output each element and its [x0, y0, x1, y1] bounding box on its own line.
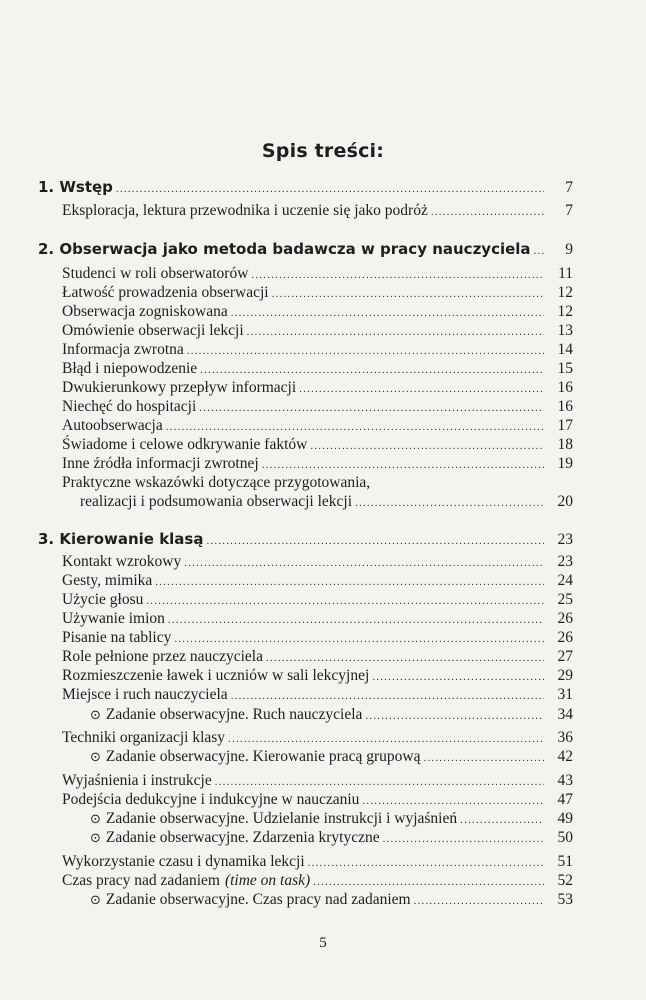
target-bullet-icon: ⊙: [90, 812, 101, 827]
dot-leader: [372, 667, 544, 687]
dot-leader: [155, 572, 544, 592]
toc-page-number: 13: [557, 322, 573, 339]
toc-page-number: 19: [557, 455, 573, 472]
target-bullet-icon: ⊙: [90, 893, 101, 908]
toc-page-number: 49: [557, 810, 573, 827]
toc-entry-label: Informacja zwrotna: [62, 341, 184, 358]
toc-entry[interactable]: [62, 552, 573, 572]
toc-page-number: 20: [557, 493, 573, 510]
toc-page-number: 43: [557, 772, 573, 789]
dot-leader: [308, 853, 544, 873]
toc-chapter[interactable]: [38, 177, 573, 197]
toc-entry[interactable]: [62, 728, 573, 748]
dot-leader: [266, 648, 544, 668]
toc-subentry-label: Zadanie obserwacyjne. Zdarzenia krytyczne: [105, 829, 380, 846]
dot-leader: [116, 179, 544, 199]
dot-leader: [231, 303, 544, 323]
toc-chapter-label: 2. Obserwacja jako metoda badawcza w pracy nauczyciela: [38, 240, 531, 258]
toc-entry[interactable]: [62, 435, 573, 455]
toc-entry-label: Łatwość prowadzenia obserwacji: [62, 284, 269, 301]
toc-subentry[interactable]: [90, 705, 573, 725]
toc-entry[interactable]: [62, 264, 573, 284]
dot-leader: [534, 241, 544, 261]
dot-leader: [310, 436, 544, 456]
dot-leader: [184, 553, 544, 573]
toc-entry[interactable]: [62, 771, 573, 791]
toc-chapter[interactable]: [38, 529, 573, 549]
dot-leader: [187, 341, 544, 361]
dot-leader: [424, 748, 545, 768]
target-bullet-icon: ⊙: [90, 831, 101, 846]
toc-page-number: 24: [557, 572, 573, 589]
dot-leader: [166, 417, 544, 437]
toc-entry-label: Kontakt wzrokowy: [62, 553, 182, 570]
toc-page-number: 42: [557, 748, 573, 765]
toc-entry[interactable]: [62, 685, 573, 705]
target-bullet-icon: ⊙: [90, 708, 101, 723]
dot-leader: [247, 322, 544, 342]
toc-entry[interactable]: [62, 302, 573, 322]
toc-page-number: 12: [557, 284, 573, 301]
toc-chapter[interactable]: [38, 239, 573, 259]
page-folio-number: 5: [319, 935, 327, 951]
toc-page-number: 25: [557, 591, 573, 608]
dot-leader: [215, 772, 544, 792]
dot-leader: [199, 398, 544, 418]
toc-entry-first-line[interactable]: Praktyczne wskazówki dotyczące przygotowania,: [62, 474, 371, 491]
toc-chapter-label: 3. Kierowanie klasą: [38, 530, 204, 548]
toc-subentry-label: Zadanie obserwacyjne. Czas pracy nad zadaniem: [105, 891, 411, 908]
toc-entry-label: Techniki organizacji klasy: [62, 729, 226, 746]
dot-leader: [251, 265, 544, 285]
dot-leader: [362, 791, 544, 811]
toc-entry[interactable]: [62, 454, 573, 474]
toc-page-number: 15: [557, 360, 573, 377]
toc-entry[interactable]: [62, 201, 573, 221]
toc-title: Spis treści:: [261, 140, 385, 162]
toc-entry-label: Wyjaśnienia i instrukcje: [62, 772, 212, 789]
toc-page-number: 11: [558, 265, 573, 282]
toc-page-number: 18: [557, 436, 573, 453]
toc-page-number: 16: [557, 379, 573, 396]
toc-entry[interactable]: [62, 321, 573, 341]
toc-entry-label: Świadome i celowe odkrywanie faktów: [62, 436, 308, 453]
toc-entry-label: Eksploracja, lektura przewodnika i uczenie się jako podróż: [62, 202, 428, 219]
toc-entry[interactable]: [62, 790, 573, 810]
toc-page-number: 7: [565, 179, 573, 196]
dot-leader: [174, 629, 544, 649]
toc-entry-label: Podejścia dedukcyjne i indukcyjne w nauczaniu: [62, 791, 360, 808]
toc-page-number: 31: [557, 686, 573, 703]
toc-subentry[interactable]: [90, 828, 573, 848]
toc-entry[interactable]: [62, 416, 573, 436]
toc-entry[interactable]: [62, 628, 573, 648]
toc-entry-label: Gesty, mimika: [62, 572, 153, 589]
dot-leader: [262, 455, 544, 475]
toc-entry-label: Pisanie na tablicy: [62, 629, 172, 646]
toc-entry-label: Używanie imion: [62, 610, 165, 627]
toc-entry[interactable]: [62, 666, 573, 686]
toc-page-number: 26: [557, 610, 573, 627]
toc-page-number: 47: [557, 791, 573, 808]
dot-leader: [299, 379, 544, 399]
toc-page-number: 26: [557, 629, 573, 646]
toc-page-number: 16: [557, 398, 573, 415]
dot-leader: [228, 729, 544, 749]
toc-page-number: 29: [557, 667, 573, 684]
dot-leader: [206, 531, 544, 551]
toc-page-number: 53: [557, 891, 573, 908]
toc-entry[interactable]: [62, 590, 573, 610]
target-bullet-icon: ⊙: [90, 750, 101, 765]
toc-subentry-label: Zadanie obserwacyjne. Udzielanie instrukcji i wyjaśnień: [105, 810, 458, 827]
dot-leader: [431, 202, 544, 222]
dot-leader: [313, 872, 544, 892]
toc-page-number: 7: [565, 202, 573, 219]
toc-subentry-label: Zadanie obserwacyjne. Ruch nauczyciela: [105, 706, 363, 723]
dot-leader: [146, 591, 544, 611]
toc-entry-label: realizacji i podsumowania obserwacji lekcji: [80, 493, 353, 510]
toc-page-number: 17: [557, 417, 573, 434]
dot-leader: [414, 891, 544, 911]
toc-subentry[interactable]: [90, 890, 573, 910]
toc-entry[interactable]: [62, 609, 573, 629]
toc-entry[interactable]: [62, 378, 573, 398]
toc-entry[interactable]: [62, 571, 573, 591]
toc-entry[interactable]: [62, 647, 573, 667]
dot-leader: [231, 686, 544, 706]
toc-entry-label: Inne źródła informacji zwrotnej: [62, 455, 259, 472]
toc-page-number: 52: [557, 872, 573, 889]
toc-page-number: 34: [557, 706, 573, 723]
toc-entry-label: Studenci w roli obserwatorów: [62, 265, 249, 282]
toc-entry-label: Autoobserwacja: [62, 417, 163, 434]
toc-entry[interactable]: [62, 340, 573, 360]
toc-entry-label: Dwukierunkowy przepływ informacji: [62, 379, 297, 396]
toc-entry-label: Czas pracy nad zadaniem: [62, 872, 220, 889]
dot-leader: [460, 810, 544, 830]
toc-entry-label: Omówienie obserwacji lekcji: [62, 322, 244, 339]
toc-page-number: 9: [565, 241, 573, 258]
toc-subentry[interactable]: [90, 809, 573, 829]
toc-entry[interactable]: [62, 359, 573, 379]
toc-page-number: 50: [557, 829, 573, 846]
dot-leader: [200, 360, 544, 380]
toc-page-number: 14: [557, 341, 573, 358]
toc-entry-label: Niechęć do hospitacji: [62, 398, 197, 415]
toc-entry[interactable]: [80, 492, 573, 512]
toc-page-number: 27: [557, 648, 573, 665]
toc-entry[interactable]: [62, 397, 573, 417]
toc-page-number: 36: [557, 729, 573, 746]
toc-page-number: 23: [557, 531, 573, 548]
toc-page-number: 12: [557, 303, 573, 320]
dot-leader: [383, 829, 544, 849]
toc-chapter-label: 1. Wstęp: [38, 178, 113, 196]
toc-entry-label: Miejsce i ruch nauczyciela: [62, 686, 228, 703]
toc-entry-label: Użycie głosu: [62, 591, 144, 608]
toc-entry-label-italic: (time on task): [224, 872, 311, 889]
toc-entry-label: Błąd i niepowodzenie: [62, 360, 198, 377]
toc-entry-label: Rozmieszczenie ławek i uczniów w sali lekcyjnej: [62, 667, 370, 684]
toc-subentry-label: Zadanie obserwacyjne. Kierowanie pracą grupową: [105, 748, 421, 765]
toc-entry[interactable]: [62, 852, 573, 872]
toc-entry[interactable]: [62, 871, 573, 891]
toc-entry-label: Wykorzystanie czasu i dynamika lekcji: [62, 853, 305, 870]
dot-leader: [168, 610, 544, 630]
dot-leader: [355, 493, 544, 513]
toc-subentry[interactable]: [90, 747, 573, 767]
toc-page-number: 23: [557, 553, 573, 570]
toc-entry-label: Role pełnione przez nauczyciela: [62, 648, 263, 665]
toc-entry[interactable]: [62, 283, 573, 303]
dot-leader: [272, 284, 544, 304]
dot-leader: [365, 706, 544, 726]
toc-entry-label: Obserwacja zogniskowana: [62, 303, 228, 320]
toc-page-number: 51: [557, 853, 573, 870]
